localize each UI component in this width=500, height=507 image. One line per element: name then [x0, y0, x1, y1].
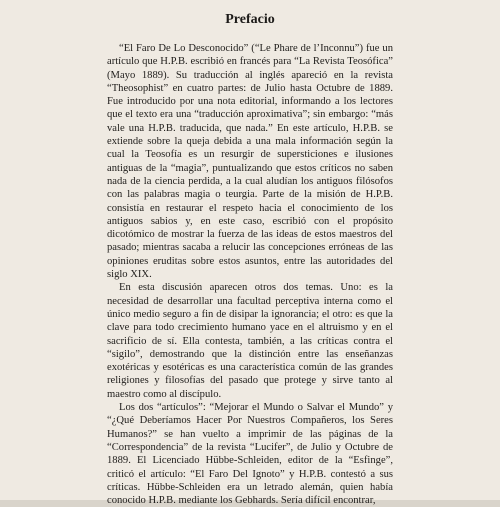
- page-title: Prefacio: [225, 12, 275, 27]
- body-text: [107, 42, 393, 507]
- paragraph-3: Los dos “artículos”: “Mejorar el Mundo o Salvar el Mundo” y “¿Qué Deberíamos Hacer Por Nuestros Compañeros, los Seres Humanos?” se han vuelto a imprimir de las páginas de la “Correspondencia” de la revista “Lucifer”, de Julio y Octubre de 1889. El Licenciado Hübbe-Schleiden, editor de la “Esfinge”, criticó el artículo: “El Faro Del Ignoto” y H.P.B. contestó a sus críticas. Hübbe-Schleiden era un letrado alemán, quien había conocido H.P.B. mediante los Gebhards. Sería difícil encontrar,: [107, 402, 393, 507]
- paragraph-2: En esta discusión aparecen otros dos temas. Uno: es la necesidad de desarrollar una facultad perceptiva interna como el único medio seguro a fin de disipar la ignorancia; el otro: es que la clave para todo crecimiento humano yace en el altruismo y en el sacrificio de sí. Ella contesta, también, a las críticas contra el “sigilo”, demostrando que la distinción entre las enseñanzas exotéricas y esotéricas es una característica común de las grandes religiones y filosofías del pasado que protege y sirve tanto al maestro como al discípulo.: [107, 282, 393, 400]
- paragraph-1: “El Faro De Lo Desconocido” (“Le Phare de l’Inconnu”) fue un artículo que H.P.B. escribió en francés para “La Revista Teosófica” (Mayo 1889). Su traducción al inglés apareció en la revista “Theosophist” en cuatro partes: de Julio hasta Octubre de 1889. Fue introducido por una nota editorial, informando a los lectores que el texto era una “traducción aproximativa”; sin embargo: “más vale una H.P.B. traducida, que nada.” En este artículo, H.P.B. se extiende sobre la queja debida a una mala información según la cual la Teosofía es un resurgir de supersticiones e ilusiones antiguas de la “magia”, puntualizando que estos críticos no saben nada de la ciencia perdida, a la cual aludían los antiguos filósofos con las palabras magia o teurgia. Parte de la misión de H.P.B. consistía en restaurar el respeto hacia el conocimiento de los antiguos sabios y, en este caso, escribió con el propósito dicotómico de mostrar la fuerza de las ideas de estos maestros del pasado; mientras sacaba a relucir las concepciones erróneas de las opiniones eruditas sobre estos asuntos, entre las autoridades del siglo XIX.: [107, 43, 393, 281]
